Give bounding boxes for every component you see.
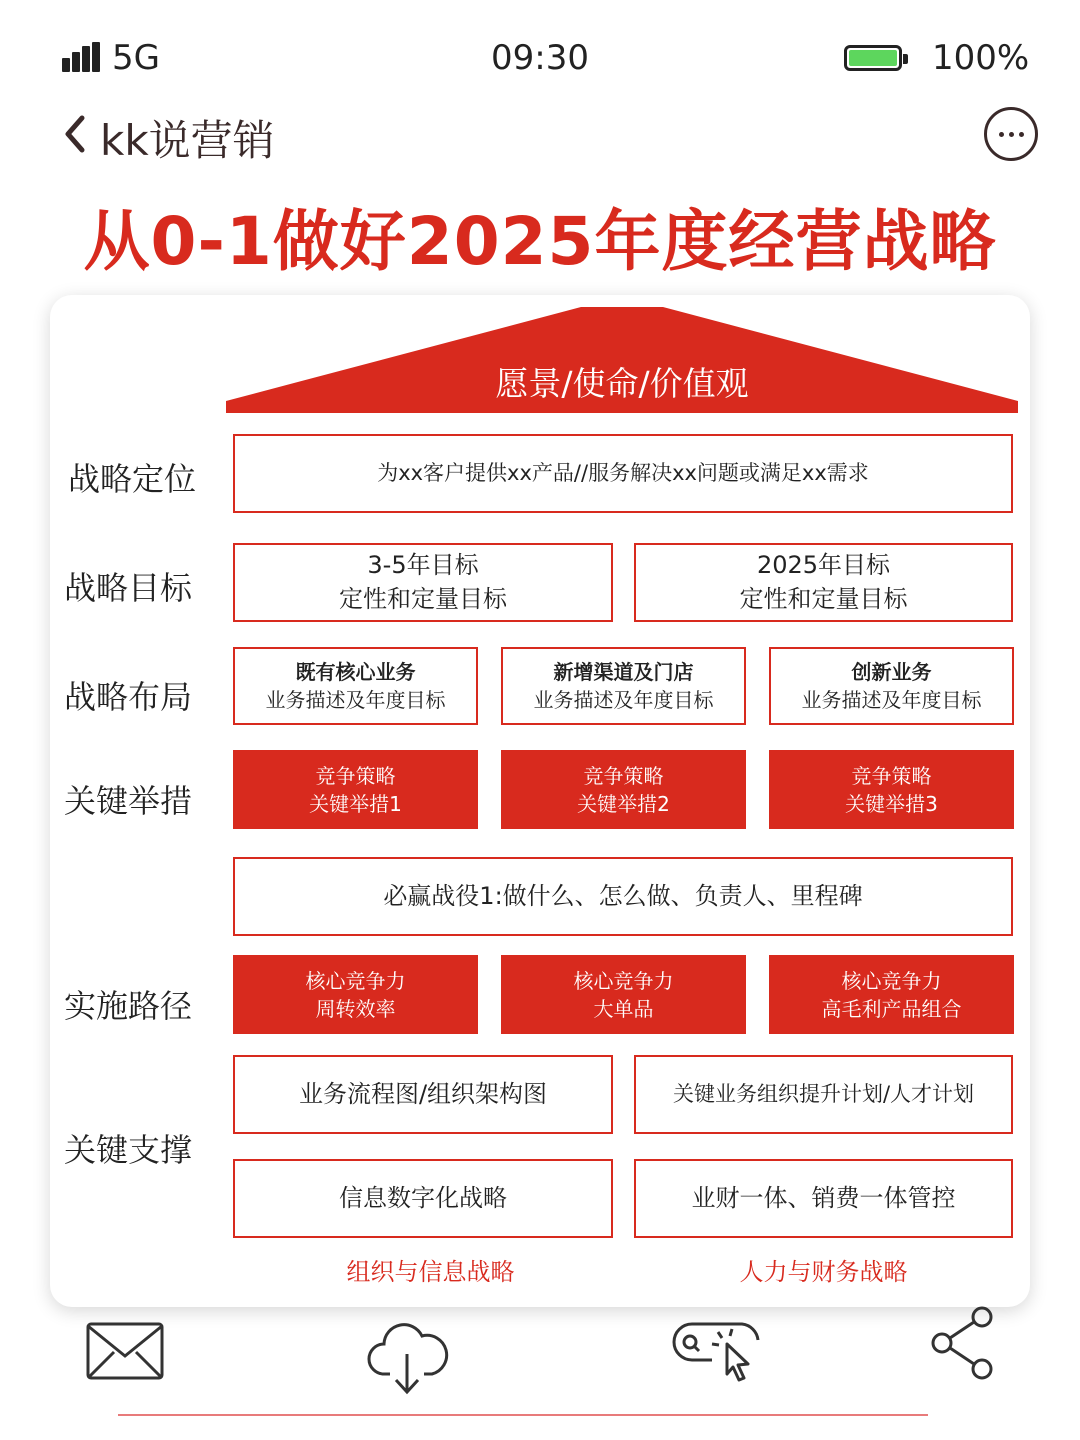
bottom-divider xyxy=(118,1414,928,1416)
support-box xyxy=(634,1055,1013,1134)
measure-box xyxy=(769,750,1014,829)
goal-box xyxy=(233,543,613,622)
support-box xyxy=(233,1055,613,1134)
competency-box xyxy=(769,955,1014,1034)
battle-box xyxy=(233,857,1013,936)
layout-title: 新增渠道及门店 xyxy=(553,660,694,684)
goal-subtitle: 定性和定量目标 xyxy=(339,584,507,613)
chevron-left-icon[interactable] xyxy=(58,112,98,156)
mail-icon[interactable] xyxy=(86,1322,164,1380)
share-icon[interactable] xyxy=(928,1305,996,1383)
measure-title: 竞争策略 xyxy=(851,763,932,788)
layout-box xyxy=(233,647,478,725)
measure-subtitle: 关键举措1 xyxy=(309,791,402,816)
footer-label-left: 组织与信息战略 xyxy=(346,1258,515,1286)
support-text: 业财一体、销费一体管控 xyxy=(691,1183,956,1212)
support-text: 业务流程图/组织架构图 xyxy=(298,1079,548,1108)
label-path: 实施路径 xyxy=(64,987,193,1025)
battery-percent: 100% xyxy=(932,38,1030,78)
measure-box xyxy=(501,750,746,829)
page-title: 从0-1做好2025年度经营战略 xyxy=(83,203,997,280)
competency-subtitle: 周转效率 xyxy=(315,996,396,1021)
competency-title: 核心竞争力 xyxy=(305,968,406,993)
network-type: 5G xyxy=(112,38,160,78)
more-icon[interactable] xyxy=(984,107,1038,161)
layout-title: 既有核心业务 xyxy=(295,660,416,684)
roof-label: 愿景/使命/价值观 xyxy=(495,364,749,403)
layout-box xyxy=(769,647,1014,725)
label-support: 关键支撑 xyxy=(64,1131,193,1169)
competency-box xyxy=(233,955,478,1034)
label-positioning: 战略定位 xyxy=(68,460,197,498)
measure-subtitle: 关键举措3 xyxy=(845,791,938,816)
support-box xyxy=(233,1159,613,1238)
competency-subtitle: 大单品 xyxy=(593,996,654,1021)
goal-box xyxy=(634,543,1013,622)
measure-subtitle: 关键举措2 xyxy=(577,791,670,816)
label-goals: 战略目标 xyxy=(64,569,193,607)
battery-icon xyxy=(844,45,902,71)
label-measures: 关键举措 xyxy=(64,782,193,820)
competency-title: 核心竞争力 xyxy=(841,968,942,993)
layout-subtitle: 业务描述及年度目标 xyxy=(265,688,446,712)
layout-title: 创新业务 xyxy=(851,660,932,684)
layout-subtitle: 业务描述及年度目标 xyxy=(801,688,982,712)
measure-box xyxy=(233,750,478,829)
measure-title: 竞争策略 xyxy=(315,763,396,788)
positioning-box xyxy=(233,434,1013,513)
competency-box xyxy=(501,955,746,1034)
support-text: 关键业务组织提升计划/人才计划 xyxy=(672,1081,975,1106)
nav-title: kk说营销 xyxy=(100,116,275,165)
status-time: 09:30 xyxy=(491,38,589,78)
goal-title: 3-5年目标 xyxy=(367,550,479,579)
cloud-download-icon[interactable] xyxy=(366,1318,450,1398)
measure-title: 竞争策略 xyxy=(583,763,664,788)
competency-subtitle: 高毛利产品组合 xyxy=(821,996,962,1021)
status-bar xyxy=(0,0,1080,110)
layout-box xyxy=(501,647,746,725)
search-click-icon[interactable] xyxy=(672,1318,764,1386)
goal-subtitle: 定性和定量目标 xyxy=(739,584,908,613)
battle-text: 必赢战役1:做什么、怎么做、负责人、里程碑 xyxy=(383,881,863,910)
support-box xyxy=(634,1159,1013,1238)
positioning-text: 为xx客户提供xx产品//服务解决xx问题或满足xx需求 xyxy=(377,460,869,485)
label-layout: 战略布局 xyxy=(64,678,193,716)
goal-title: 2025年目标 xyxy=(756,550,891,579)
layout-subtitle: 业务描述及年度目标 xyxy=(533,688,714,712)
support-text: 信息数字化战略 xyxy=(339,1183,507,1212)
competency-title: 核心竞争力 xyxy=(573,968,674,993)
footer-label-right: 人力与财务战略 xyxy=(739,1258,908,1286)
